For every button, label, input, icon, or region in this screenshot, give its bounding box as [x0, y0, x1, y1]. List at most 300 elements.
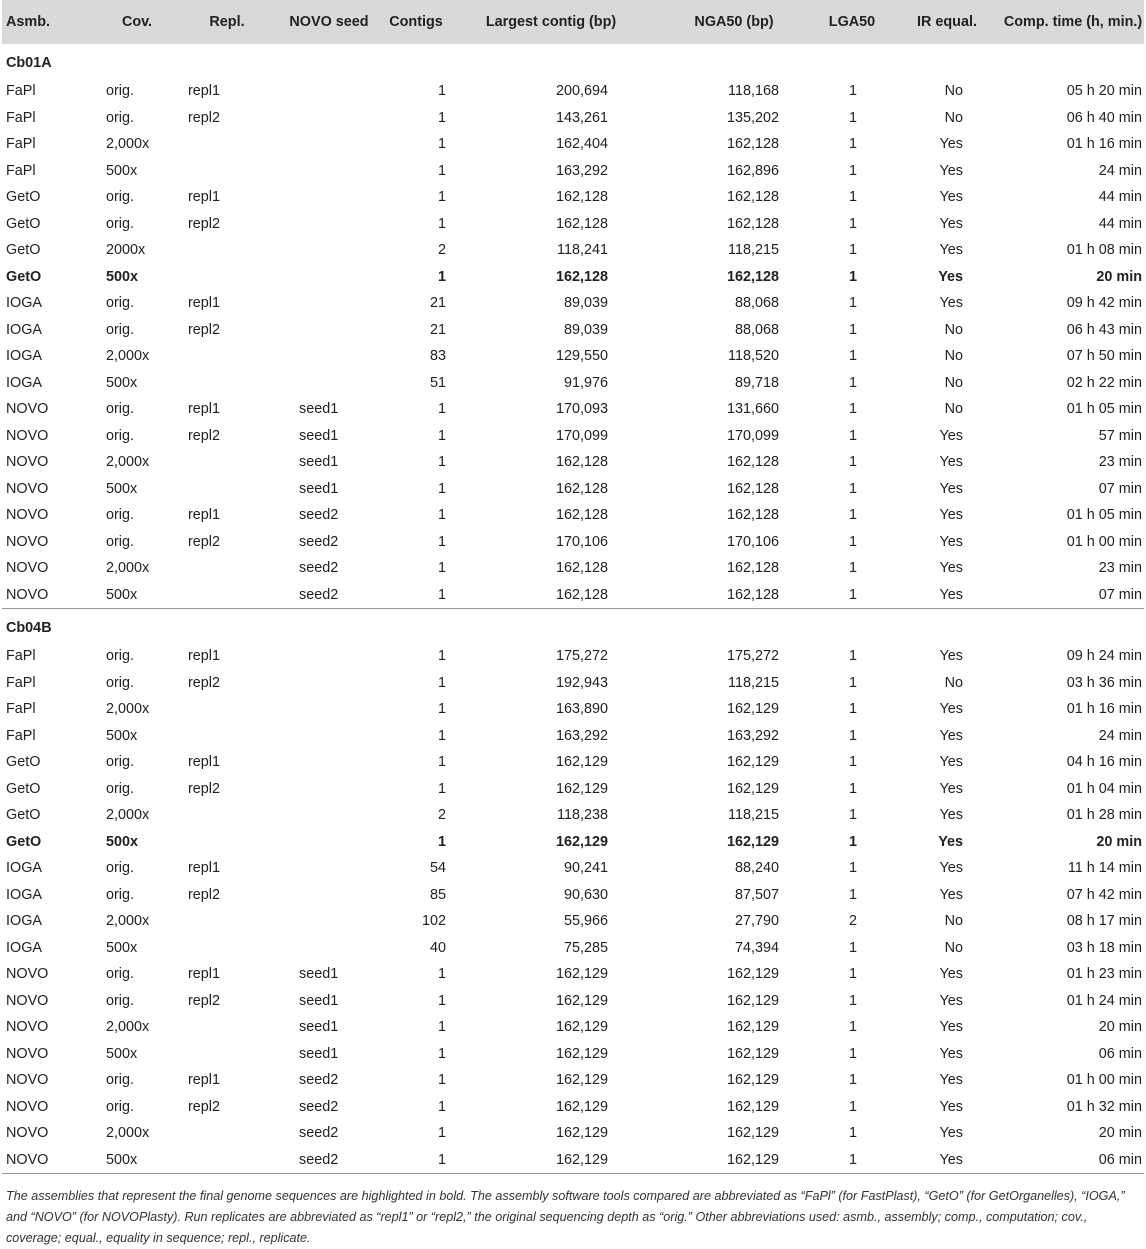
cell-novo-seed: seed1: [299, 992, 339, 1009]
table-row: [2, 935, 1144, 962]
cell-asmb: GetO: [6, 215, 41, 232]
cell-lga50: 1: [848, 242, 857, 259]
cell-cov: orig.: [106, 321, 134, 338]
cell-cov: 2,000x: [106, 560, 150, 577]
cell-lga50: 1: [848, 533, 857, 550]
cell-repl: repl2: [188, 533, 220, 550]
cell-novo-seed: [272, 290, 386, 317]
cell-contigs: 40: [429, 939, 446, 956]
cell-asmb: NOVO: [6, 586, 49, 603]
cell-contigs: 1: [437, 401, 446, 418]
cell-asmb: NOVO: [6, 1072, 49, 1089]
cell-contigs: 1: [437, 560, 446, 577]
cell-asmb: NOVO: [6, 992, 49, 1009]
cell-cov: orig.: [106, 189, 134, 206]
cell-novo-seed: seed1: [299, 427, 339, 444]
cell-cov: orig.: [106, 780, 134, 797]
cell-cov: orig.: [106, 648, 134, 665]
cell-ir-equal: Yes: [939, 586, 963, 603]
cell-comp-time: 07 min: [1098, 480, 1142, 497]
cell-contigs: 85: [429, 886, 446, 903]
cell-comp-time: 01 h 05 min: [1066, 507, 1142, 524]
cell-cov: 2,000x: [106, 701, 150, 718]
cell-largest-contig: 170,093: [555, 401, 608, 418]
cell-comp-time: 02 h 22 min: [1066, 374, 1142, 391]
cell-lga50: 1: [848, 268, 857, 285]
cell-largest-contig: 162,129: [555, 1072, 608, 1089]
cell-lga50: 1: [848, 374, 857, 391]
cell-novo-seed: [272, 237, 386, 264]
cell-largest-contig: 192,943: [555, 674, 608, 691]
cell-nga50: 135,202: [726, 109, 779, 126]
cell-repl: [182, 935, 272, 962]
cell-ir-equal: Yes: [939, 727, 963, 744]
cell-largest-contig: 162,129: [555, 966, 608, 983]
cell-novo-seed: [272, 184, 386, 211]
table-row: [2, 1094, 1144, 1121]
cell-contigs: 1: [437, 648, 446, 665]
cell-contigs: 1: [437, 480, 446, 497]
cell-ir-equal: Yes: [939, 807, 963, 824]
cell-asmb: GetO: [6, 833, 42, 850]
header-contigs: Contigs: [389, 14, 443, 30]
cell-comp-time: 03 h 36 min: [1066, 674, 1142, 691]
cell-repl: [182, 582, 272, 609]
cell-nga50: 162,129: [656, 1147, 812, 1174]
cell-asmb: NOVO: [6, 1019, 49, 1036]
cell-ir-equal: Yes: [939, 242, 963, 259]
cell-cov: 500x: [106, 586, 138, 603]
results-table: [2, 0, 1144, 1174]
cell-lga50: 1: [848, 507, 857, 524]
cell-cov: 2,000x: [106, 913, 150, 930]
cell-nga50: 162,128: [726, 136, 779, 153]
cell-contigs: 54: [429, 860, 446, 877]
cell-nga50: 162,129: [726, 701, 779, 718]
cell-repl: repl2: [188, 886, 220, 903]
cell-ir-equal: Yes: [938, 833, 963, 850]
cell-ir-equal: Yes: [939, 215, 963, 232]
cell-asmb: IOGA: [6, 913, 42, 930]
cell-nga50: 74,394: [734, 939, 779, 956]
cell-lga50: 1: [848, 674, 857, 691]
cell-contigs: 1: [437, 1072, 446, 1089]
cell-largest-contig: 118,241: [557, 242, 608, 259]
cell-ir-equal: Yes: [939, 560, 963, 577]
cell-novo-seed: [272, 802, 386, 829]
cell-ir-equal: Yes: [939, 189, 963, 206]
cell-nga50: 170,106: [726, 533, 779, 550]
cell-ir-equal: Yes: [939, 136, 963, 153]
cell-nga50: 118,168: [728, 83, 779, 100]
cell-repl: repl2: [188, 109, 220, 126]
cell-lga50: 1: [848, 833, 857, 850]
cell-cov: orig.: [106, 401, 134, 418]
cell-lga50: 1: [848, 189, 857, 206]
cell-nga50: 88,240: [734, 860, 779, 877]
cell-nga50: 162,129: [726, 780, 779, 797]
group-label: Cb01A: [6, 55, 52, 71]
cell-repl: [182, 696, 272, 723]
cell-nga50: 170,099: [726, 427, 779, 444]
cell-asmb: NOVO: [6, 454, 49, 471]
table-row: [2, 555, 1144, 582]
cell-asmb: NOVO: [6, 507, 49, 524]
cell-asmb: FaPl: [6, 727, 36, 744]
cell-cov: 500x: [92, 1147, 182, 1174]
cell-novo-seed: [272, 749, 386, 776]
cell-cov: 500x: [106, 1045, 138, 1062]
cell-asmb: FaPl: [6, 648, 36, 665]
cell-comp-time: 09 h 24 min: [1066, 648, 1142, 665]
cell-comp-time: 44 min: [1098, 215, 1142, 232]
table-row: [2, 802, 1144, 829]
cell-repl: repl1: [188, 1072, 220, 1089]
cell-ir-equal: No: [944, 674, 963, 691]
cell-largest-contig: 89,039: [563, 295, 608, 312]
table-row: [2, 855, 1144, 882]
table-row: [2, 476, 1144, 503]
table-row: [2, 502, 1144, 529]
cell-cov: orig.: [106, 507, 134, 524]
cell-contigs: 1: [437, 189, 446, 206]
cell-ir-equal: No: [944, 321, 963, 338]
cell-largest-contig: 162,128: [555, 507, 608, 524]
cell-asmb: NOVO: [6, 480, 49, 497]
cell-novo-seed: seed2: [299, 1098, 339, 1115]
cell-largest-contig: 162,129: [555, 754, 608, 771]
cell-comp-time: 23 min: [1098, 454, 1142, 471]
cell-novo-seed: [272, 370, 386, 397]
cell-nga50: 88,068: [734, 321, 779, 338]
cell-contigs: 1: [437, 83, 446, 100]
cell-repl: repl2: [188, 992, 220, 1009]
cell-lga50: 1: [848, 136, 857, 153]
cell-lga50: 1: [848, 701, 857, 718]
cell-novo-seed: [272, 131, 386, 158]
cell-novo-seed: seed1: [299, 1045, 339, 1062]
cell-largest-contig: 129,550: [555, 348, 608, 365]
cell-nga50: 162,129: [726, 1098, 779, 1115]
cell-ir-equal: Yes: [939, 701, 963, 718]
cell-asmb: GetO: [6, 189, 41, 206]
cell-contigs: 1: [437, 1045, 446, 1062]
table-row: [2, 643, 1144, 670]
cell-nga50: 162,128: [726, 507, 779, 524]
cell-cov: 500x: [106, 480, 138, 497]
cell-contigs: 1: [437, 1125, 446, 1142]
cell-cov: 500x: [106, 833, 139, 850]
cell-repl: [182, 158, 272, 185]
cell-largest-contig: 118,238: [557, 807, 608, 824]
cell-cov: 2,000x: [106, 1125, 150, 1142]
cell-asmb: FaPl: [6, 136, 36, 153]
cell-contigs: 21: [429, 295, 446, 312]
cell-nga50: 118,215: [728, 674, 779, 691]
cell-ir-equal: Yes: [939, 992, 963, 1009]
cell-comp-time: 01 h 24 min: [1066, 992, 1142, 1009]
cell-cov: orig.: [106, 992, 134, 1009]
cell-contigs: 1: [437, 833, 446, 850]
cell-largest-contig: 162,128: [555, 560, 608, 577]
cell-comp-time: 20 min: [1098, 1125, 1142, 1142]
table-row: [2, 961, 1144, 988]
cell-ir-equal: No: [944, 939, 963, 956]
cell-repl: [182, 908, 272, 935]
header-comp-time: Comp. time (h, min.): [1003, 14, 1143, 30]
cell-lga50: 1: [848, 1125, 857, 1142]
cell-contigs: 1: [437, 136, 446, 153]
cell-nga50: 162,128: [726, 268, 779, 285]
cell-ir-equal: No: [944, 83, 963, 100]
cell-repl: [182, 476, 272, 503]
cell-comp-time: 01 h 23 min: [1066, 966, 1142, 983]
cell-lga50: 1: [848, 480, 857, 497]
cell-repl: repl2: [188, 780, 220, 797]
cell-contigs: 1: [437, 268, 446, 285]
cell-asmb: NOVO: [2, 1147, 92, 1174]
header-largest-contig: Largest contig (bp): [485, 14, 617, 30]
cell-cov: 500x: [106, 727, 138, 744]
cell-novo-seed: [272, 264, 386, 291]
cell-cov: orig.: [106, 754, 134, 771]
cell-repl: repl1: [188, 507, 220, 524]
cell-largest-contig: 143,261: [555, 109, 608, 126]
cell-nga50: 162,129: [726, 1019, 779, 1036]
cell-comp-time: 05 h 20 min: [1066, 83, 1142, 100]
cell-lga50: 2: [848, 913, 857, 930]
cell-cov: 500x: [106, 268, 139, 285]
cell-repl: [182, 1041, 272, 1068]
cell-lga50: 1: [848, 321, 857, 338]
cell-lga50: 1: [848, 1045, 857, 1062]
cell-ir-equal: No: [944, 109, 963, 126]
cell-largest-contig: 91,976: [563, 374, 608, 391]
cell-repl: [182, 449, 272, 476]
cell-comp-time: 20 min: [1096, 833, 1142, 850]
cell-lga50: 1: [848, 401, 857, 418]
cell-lga50: 1: [848, 348, 857, 365]
group-row: [2, 609, 1144, 644]
header-asmb: Asmb.: [6, 14, 50, 30]
cell-asmb: GetO: [6, 242, 41, 259]
cell-repl: repl1: [188, 966, 220, 983]
table-row: [2, 78, 1144, 105]
cell-contigs: 1: [437, 507, 446, 524]
cell-novo-seed: [272, 670, 386, 697]
cell-repl: [182, 802, 272, 829]
table-row: [2, 696, 1144, 723]
cell-ir-equal: Yes: [939, 162, 963, 179]
cell-ir-equal: Yes: [939, 427, 963, 444]
cell-largest-contig: 200,694: [555, 83, 608, 100]
cell-nga50: 162,128: [726, 586, 779, 603]
cell-repl: [182, 1120, 272, 1147]
cell-ir-equal: Yes: [939, 966, 963, 983]
cell-repl: [182, 264, 272, 291]
cell-nga50: 162,129: [726, 1125, 779, 1142]
cell-asmb: NOVO: [6, 1045, 49, 1062]
cell-asmb: NOVO: [6, 533, 49, 550]
cell-contigs: 1: [437, 992, 446, 1009]
cell-cov: 2,000x: [106, 136, 150, 153]
cell-ir-equal: No: [944, 374, 963, 391]
table-row: [2, 317, 1144, 344]
cell-repl: repl1: [188, 860, 220, 877]
cell-lga50: 1: [848, 586, 857, 603]
cell-cov: orig.: [106, 109, 134, 126]
cell-novo-seed: [272, 855, 386, 882]
cell-largest-contig: 55,966: [563, 913, 608, 930]
table-row: [2, 1147, 1144, 1174]
cell-largest-contig: 90,630: [563, 886, 608, 903]
cell-nga50: 131,660: [726, 401, 779, 418]
cell-contigs: 1: [437, 754, 446, 771]
cell-novo-seed: [272, 723, 386, 750]
cell-repl: repl1: [188, 189, 220, 206]
cell-largest-contig: 162,129: [555, 1098, 608, 1115]
cell-cov: 500x: [106, 939, 138, 956]
cell-ir-equal: Yes: [939, 1019, 963, 1036]
table-row: [2, 264, 1144, 291]
table-row: [2, 370, 1144, 397]
cell-novo-seed: seed1: [299, 1019, 339, 1036]
cell-repl: repl2: [188, 321, 220, 338]
cell-lga50: 1: [848, 109, 857, 126]
table-row: [2, 105, 1144, 132]
cell-novo-seed: [272, 211, 386, 238]
cell-lga50: 1: [848, 727, 857, 744]
cell-comp-time: 20 min: [1098, 1019, 1142, 1036]
cell-cov: 2,000x: [106, 454, 150, 471]
cell-largest-contig: 75,285: [563, 939, 608, 956]
cell-novo-seed: seed1: [299, 480, 339, 497]
cell-asmb: GetO: [6, 807, 41, 824]
cell-contigs: 1: [437, 674, 446, 691]
cell-lga50: 1: [848, 560, 857, 577]
cell-lga50: 1: [848, 780, 857, 797]
cell-repl: [182, 723, 272, 750]
cell-largest-contig: 162,129: [446, 1147, 656, 1174]
table-row: [2, 882, 1144, 909]
cell-nga50: 162,129: [726, 966, 779, 983]
cell-novo-seed: seed2: [299, 586, 339, 603]
cell-contigs: 1: [437, 533, 446, 550]
cell-contigs: 51: [429, 374, 446, 391]
cell-contigs: 1: [437, 454, 446, 471]
cell-lga50: 1: [848, 754, 857, 771]
table-row: [2, 582, 1144, 609]
cell-cov: 2,000x: [106, 807, 150, 824]
cell-asmb: FaPl: [6, 162, 36, 179]
cell-largest-contig: 162,129: [555, 992, 608, 1009]
table-row: [2, 237, 1144, 264]
cell-comp-time: 44 min: [1098, 189, 1142, 206]
cell-asmb: GetO: [6, 780, 41, 797]
cell-repl: repl2: [188, 427, 220, 444]
cell-largest-contig: 162,128: [555, 189, 608, 206]
cell-ir-equal: Yes: [939, 295, 963, 312]
cell-ir-equal: Yes: [939, 454, 963, 471]
cell-contigs: 1: [386, 1147, 446, 1174]
cell-asmb: NOVO: [6, 966, 49, 983]
table-row: [2, 529, 1144, 556]
cell-largest-contig: 162,129: [555, 1019, 608, 1036]
cell-nga50: 88,068: [734, 295, 779, 312]
cell-repl: repl1: [188, 295, 220, 312]
cell-contigs: 102: [421, 913, 446, 930]
cell-novo-seed: [272, 105, 386, 132]
header-cov: Cov.: [121, 14, 153, 30]
cell-novo-seed: seed2: [299, 1072, 339, 1089]
cell-comp-time: 09 h 42 min: [1066, 295, 1142, 312]
header-nga50: NGA50 (bp): [694, 14, 774, 30]
cell-cov: orig.: [106, 886, 134, 903]
cell-comp-time: 20 min: [1096, 268, 1142, 285]
cell-repl: [182, 1014, 272, 1041]
table-row: [2, 829, 1144, 856]
cell-largest-contig: 162,128: [555, 454, 608, 471]
cell-lga50: 1: [848, 162, 857, 179]
table-row: [2, 670, 1144, 697]
cell-cov: 2,000x: [106, 348, 150, 365]
cell-contigs: 1: [437, 1098, 446, 1115]
cell-comp-time: 01 h 08 min: [1066, 242, 1142, 259]
cell-contigs: 1: [437, 966, 446, 983]
cell-lga50: 1: [848, 1019, 857, 1036]
cell-repl: repl2: [188, 674, 220, 691]
cell-comp-time: 06 min: [1002, 1147, 1144, 1174]
cell-novo-seed: [272, 158, 386, 185]
cell-nga50: 162,128: [726, 215, 779, 232]
cell-largest-contig: 175,272: [555, 648, 608, 665]
group-label: Cb04B: [2, 609, 1144, 644]
table-row: [2, 131, 1144, 158]
cell-repl: [182, 131, 272, 158]
cell-novo-seed: seed2: [299, 533, 339, 550]
cell-comp-time: 24 min: [1098, 727, 1142, 744]
cell-novo-seed: [272, 776, 386, 803]
cell-comp-time: 03 h 18 min: [1066, 939, 1142, 956]
cell-largest-contig: 90,241: [563, 860, 608, 877]
cell-lga50: 1: [848, 295, 857, 312]
cell-contigs: 2: [437, 807, 446, 824]
table-body: [2, 44, 1144, 1174]
table-caption: The assemblies that represent the final genome sequences are highlighted in bold. The assembly software tools compared are abbreviated as “FaPl” (for FastPlast), “GetO” (for GetOrganelles), “IOGA,” and “NOVO” (for NOVOPlasty). Run replicates are abbreviated as “repl1” or “repl2,” the original sequencing depth as “orig.” Other abbreviations used: asmb., assembly; comp., computation; cov., coverage; equal., equality in sequence; repl., replicate.: [6, 1189, 1125, 1245]
cell-comp-time: 07 min: [1098, 586, 1142, 603]
cell-repl: repl2: [188, 1098, 220, 1115]
table-row: [2, 1041, 1144, 1068]
cell-asmb: GetO: [6, 754, 41, 771]
cell-novo-seed: [272, 882, 386, 909]
cell-lga50: 1: [848, 427, 857, 444]
cell-largest-contig: 170,106: [555, 533, 608, 550]
group-row: [2, 44, 1144, 78]
cell-largest-contig: 163,292: [555, 727, 608, 744]
table-row: [2, 1120, 1144, 1147]
table-row: [2, 343, 1144, 370]
cell-lga50: 1: [848, 939, 857, 956]
cell-cov: orig.: [106, 427, 134, 444]
table-row: [2, 1014, 1144, 1041]
cell-contigs: 1: [437, 215, 446, 232]
cell-novo-seed: seed1: [299, 454, 339, 471]
cell-asmb: FaPl: [6, 83, 36, 100]
cell-contigs: 1: [437, 701, 446, 718]
cell-lga50: 1: [848, 966, 857, 983]
cell-lga50: 1: [848, 886, 857, 903]
table-row: [2, 423, 1144, 450]
